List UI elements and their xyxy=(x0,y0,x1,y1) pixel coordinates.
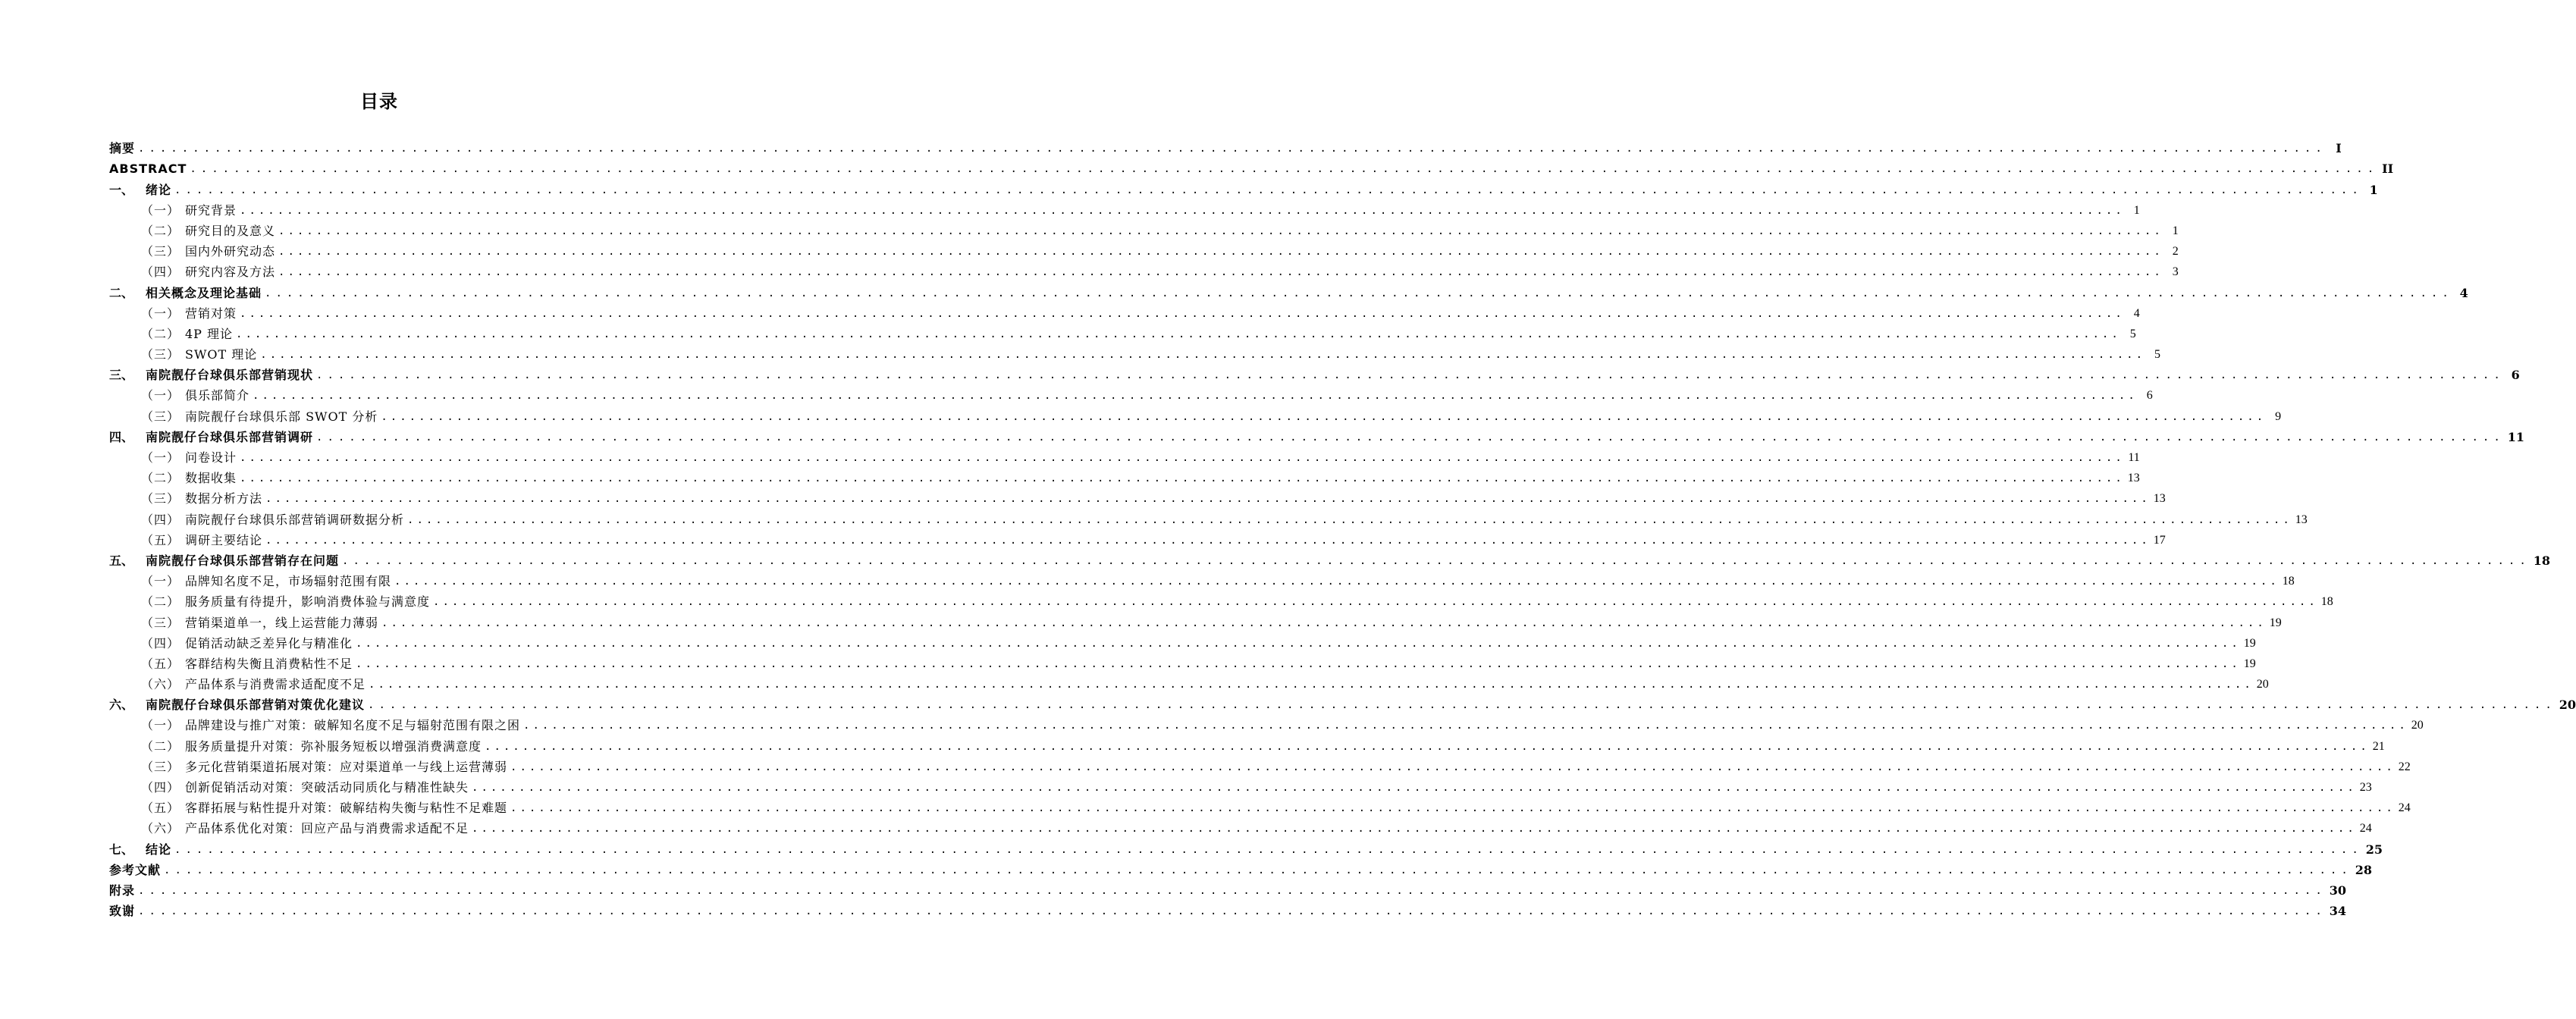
toc-entry-number: 七、 xyxy=(109,842,134,857)
toc-dot-leader: ........................................................................................................................................................................................................ xyxy=(394,575,2279,588)
toc-dot-leader: ........................................................................................................................................................................................................ xyxy=(265,287,2453,299)
toc-page-number: 9 xyxy=(2275,409,2282,423)
toc-entry-number: （六） xyxy=(141,677,180,692)
toc-dot-leader: ........................................................................................................................................................................................................ xyxy=(174,183,2363,196)
toc-entry-title: 4P 理论 xyxy=(185,326,234,341)
toc-page-number: 2 xyxy=(2172,245,2179,259)
toc-entry-title: 品牌建设与推广对策：破解知名度不足与辐射范围有限之困 xyxy=(185,718,521,733)
toc-chapter-entry[interactable] xyxy=(109,899,2347,920)
toc-entry-number: （五） xyxy=(141,656,180,671)
toc-page-number: 4 xyxy=(2133,306,2140,320)
toc-entry-number: （四） xyxy=(141,512,180,527)
toc-entry-title: 客群结构失衡且消费粘性不足 xyxy=(185,656,353,671)
toc-dot-leader: ........................................................................................................................................................................................................ xyxy=(369,679,2254,691)
toc-entry-title: SWOT 理论 xyxy=(185,347,258,362)
toc-page-number: 20 xyxy=(2559,698,2576,713)
toc-section-entry[interactable] xyxy=(109,817,2372,837)
toc-entry-title: 品牌知名度不足，市场辐射范围有限 xyxy=(185,574,392,589)
toc-dot-leader: ........................................................................................................................................................................................................ xyxy=(164,864,2352,876)
toc-page-number: 18 xyxy=(2320,595,2333,609)
toc-section-entry[interactable] xyxy=(109,322,2136,343)
toc-section-entry[interactable] xyxy=(109,507,2308,528)
page-title: 目录 xyxy=(360,91,398,112)
toc-chapter-entry[interactable] xyxy=(109,858,2373,879)
toc-page-number: 20 xyxy=(2411,719,2424,732)
toc-section-entry[interactable] xyxy=(109,343,2161,363)
toc-page-number: 11 xyxy=(2128,451,2140,464)
toc-page-number: 1 xyxy=(2133,203,2140,217)
toc-dot-leader: ........................................................................................................................................................................................................ xyxy=(485,740,2370,753)
toc-section-entry[interactable] xyxy=(109,632,2256,652)
toc-entry-number: （三） xyxy=(141,615,180,630)
toc-entry-title: 研究目的及意义 xyxy=(185,223,276,238)
toc-entry-number: （五） xyxy=(141,532,180,547)
toc-page-number: 18 xyxy=(2533,553,2551,568)
toc-section-entry[interactable] xyxy=(109,302,2140,322)
toc-entry-number: （二） xyxy=(141,223,180,238)
toc-page-number: 19 xyxy=(2243,657,2256,670)
toc-page-number: 5 xyxy=(2154,348,2161,362)
toc-entry-number: （一） xyxy=(141,388,180,403)
toc-entry-title: 创新促销活动对策：突破活动同质化与精准性缺失 xyxy=(185,780,469,795)
toc-entry-title: 摘要 xyxy=(109,141,136,156)
toc-page-number: 17 xyxy=(2153,533,2166,547)
toc-entry-title: 南院靓仔台球俱乐部营销存在问题 xyxy=(146,553,340,568)
toc-page-number: 28 xyxy=(2355,862,2373,877)
toc-dot-leader: ........................................................................................................................................................................................................ xyxy=(240,204,2125,217)
toc-dot-leader: ........................................................................................................................................................................................................ xyxy=(174,843,2363,856)
toc-chapter-entry[interactable] xyxy=(109,157,2394,177)
toc-entry-title: 俱乐部简介 xyxy=(185,388,250,403)
toc-entry-number: （六） xyxy=(141,821,180,836)
toc-page-number: 18 xyxy=(2282,575,2295,588)
toc-entry-number: （三） xyxy=(141,409,180,424)
toc-entry-title: 产品体系优化对策：回应产品与消费需求适配不足 xyxy=(185,821,469,836)
toc-dot-leader: ........................................................................................................................................................................................................ xyxy=(407,513,2292,526)
toc-section-entry[interactable] xyxy=(109,673,2269,693)
toc-dot-leader: ........................................................................................................................................................................................................ xyxy=(240,472,2125,485)
toc-entry-title: 服务质量提升对策：弥补服务短板以增强消费满意度 xyxy=(185,738,482,754)
toc-entry-number: （三） xyxy=(141,759,180,774)
toc-page-number: 13 xyxy=(2295,513,2308,526)
toc-dot-leader: ........................................................................................................................................................................................................ xyxy=(253,390,2138,403)
toc-section-entry[interactable] xyxy=(109,755,2411,776)
toc-entry-number: （二） xyxy=(141,471,180,486)
toc-entry-title: 南院靓仔台球俱乐部营销调研 xyxy=(146,429,314,444)
toc-page-number: 24 xyxy=(2398,801,2411,815)
toc-entry-number: 一、 xyxy=(109,182,134,197)
toc-entry-title: 产品体系与消费需求适配度不足 xyxy=(185,677,366,692)
toc-section-entry[interactable] xyxy=(109,713,2424,734)
toc-entry-number: 六、 xyxy=(109,698,134,713)
toc-entry-title: 国内外研究动态 xyxy=(185,244,276,259)
toc-page-number: 21 xyxy=(2372,739,2385,753)
toc-section-entry[interactable] xyxy=(109,466,2140,487)
toc-section-entry[interactable] xyxy=(109,569,2295,590)
toc-entry-number: （四） xyxy=(141,265,180,280)
toc-page-number: 11 xyxy=(2507,429,2525,444)
toc-page-number: 25 xyxy=(2365,842,2383,857)
toc-page-number: 20 xyxy=(2256,678,2269,691)
toc-dot-leader: ........................................................................................................................................................................................................ xyxy=(240,307,2125,320)
toc-dot-leader: ........................................................................................................................................................................................................ xyxy=(278,246,2163,259)
toc-section-entry[interactable] xyxy=(109,610,2282,631)
toc-page-number: 23 xyxy=(2359,781,2372,794)
table-of-contents xyxy=(109,136,2576,920)
toc-section-entry[interactable] xyxy=(109,384,2153,404)
toc-dot-leader: ........................................................................................................................................................................................................ xyxy=(368,699,2556,712)
toc-entry-number: （一） xyxy=(141,202,180,218)
toc-dot-leader: ........................................................................................................................................................................................................ xyxy=(278,266,2163,279)
toc-chapter-entry[interactable] xyxy=(109,837,2383,858)
toc-page-number: 1 xyxy=(2172,224,2179,237)
toc-entry-title: 相关概念及理论基础 xyxy=(146,285,262,300)
toc-entry-number: （二） xyxy=(141,738,180,754)
toc-dot-leader: ........................................................................................................................................................................................................ xyxy=(278,224,2163,237)
toc-entry-title: 研究背景 xyxy=(185,202,237,218)
toc-section-entry[interactable] xyxy=(109,404,2282,425)
toc-page-number: 19 xyxy=(2243,636,2256,650)
toc-entry-number: （一） xyxy=(141,306,180,321)
toc-entry-number: （一） xyxy=(141,450,180,465)
toc-entry-number: 五、 xyxy=(109,553,134,568)
toc-entry-number: （二） xyxy=(141,594,180,610)
toc-dot-leader: ........................................................................................................................................................................................................ xyxy=(356,657,2241,670)
toc-entry-title: 营销渠道单一，线上运营能力薄弱 xyxy=(185,615,379,630)
toc-entry-number: （三） xyxy=(141,347,180,362)
toc-page-number: 3 xyxy=(2172,265,2179,279)
toc-entry-number: （一） xyxy=(141,718,180,733)
toc-entry-number: （四） xyxy=(141,635,180,651)
toc-entry-title: 南院靓仔台球俱乐部营销对策优化建议 xyxy=(146,698,366,713)
toc-dot-leader: ........................................................................................................................................................................................................ xyxy=(260,349,2146,362)
toc-dot-leader: ........................................................................................................................................................................................................ xyxy=(265,493,2151,506)
toc-entry-title: 研究内容及方法 xyxy=(185,265,276,280)
toc-entry-title: 促销活动缺乏差异化与精准化 xyxy=(185,635,353,651)
toc-entry-title: 营销对策 xyxy=(185,306,237,321)
toc-page-number: 4 xyxy=(2459,285,2468,300)
toc-page-number: 34 xyxy=(2329,904,2347,919)
toc-dot-leader: ........................................................................................................................................................................................................ xyxy=(265,534,2151,547)
toc-dot-leader: ........................................................................................................................................................................................................ xyxy=(138,905,2327,918)
toc-entry-number: （二） xyxy=(141,326,180,341)
toc-entry-number: 三、 xyxy=(109,368,134,383)
toc-section-entry[interactable] xyxy=(109,734,2385,754)
toc-section-entry[interactable] xyxy=(109,199,2140,219)
toc-page-number: 5 xyxy=(2129,327,2136,340)
toc-dot-leader: ........................................................................................................................................................................................................ xyxy=(240,452,2125,464)
toc-chapter-entry[interactable] xyxy=(109,879,2347,899)
toc-entry-number: 二、 xyxy=(109,285,134,300)
toc-entry-title: 客群拓展与粘性提升对策：破解结构失衡与粘性不足难题 xyxy=(185,801,508,816)
toc-dot-leader: ........................................................................................................................................................................................................ xyxy=(356,637,2241,650)
toc-section-entry[interactable] xyxy=(109,528,2166,549)
toc-chapter-entry[interactable] xyxy=(109,549,2551,569)
toc-entry-title: 参考文献 xyxy=(109,862,162,877)
toc-dot-leader: ........................................................................................................................................................................................................ xyxy=(316,369,2505,382)
toc-entry-number: （三） xyxy=(141,491,180,506)
toc-entry-title: 南院靓仔台球俱乐部营销调研数据分析 xyxy=(185,512,405,527)
toc-section-entry[interactable] xyxy=(109,487,2166,507)
toc-dot-leader: ........................................................................................................................................................................................................ xyxy=(381,616,2267,629)
toc-chapter-entry[interactable] xyxy=(109,177,2378,198)
toc-entry-number: 四、 xyxy=(109,429,134,444)
toc-dot-leader: ........................................................................................................................................................................................................ xyxy=(433,596,2318,609)
toc-chapter-entry[interactable] xyxy=(109,363,2520,384)
toc-page-number: 30 xyxy=(2329,883,2347,898)
toc-entry-title: 附录 xyxy=(109,883,136,898)
toc-dot-leader: ........................................................................................................................................................................................................ xyxy=(472,823,2357,836)
toc-entry-number: （一） xyxy=(141,574,180,589)
toc-entry-title: 数据分析方法 xyxy=(185,491,263,506)
toc-page-number: 1 xyxy=(2369,182,2378,197)
toc-page-number: 13 xyxy=(2153,492,2166,506)
toc-entry-title: 南院靓仔台球俱乐部 SWOT 分析 xyxy=(185,409,378,424)
toc-entry-title: 数据收集 xyxy=(185,471,237,486)
toc-section-entry[interactable] xyxy=(109,590,2333,610)
toc-page-number: 24 xyxy=(2359,822,2372,836)
toc-page-number: 13 xyxy=(2127,472,2140,485)
toc-section-entry[interactable] xyxy=(109,796,2411,817)
toc-dot-leader: ........................................................................................................................................................................................................ xyxy=(510,802,2396,815)
toc-page-number: 19 xyxy=(2269,616,2282,629)
toc-entry-title: 南院靓仔台球俱乐部营销现状 xyxy=(146,368,314,383)
toc-dot-leader: ........................................................................................................................................................................................................ xyxy=(342,554,2531,567)
toc-section-entry[interactable] xyxy=(109,652,2256,673)
toc-page-number: 6 xyxy=(2146,389,2153,403)
toc-entry-title: 致谢 xyxy=(109,904,136,919)
toc-chapter-entry[interactable] xyxy=(109,136,2342,157)
toc-page-number: I xyxy=(2336,141,2342,156)
toc-section-entry[interactable] xyxy=(109,260,2179,281)
toc-dot-leader: ........................................................................................................................................................................................................ xyxy=(190,163,2379,176)
toc-dot-leader: ........................................................................................................................................................................................................ xyxy=(236,328,2121,340)
toc-dot-leader: ........................................................................................................................................................................................................ xyxy=(523,720,2408,732)
toc-dot-leader: ........................................................................................................................................................................................................ xyxy=(138,143,2327,155)
toc-page-number: 22 xyxy=(2398,760,2411,773)
toc-page-number: 6 xyxy=(2511,368,2520,383)
toc-section-entry[interactable] xyxy=(109,219,2179,240)
toc-chapter-entry[interactable] xyxy=(109,693,2576,713)
toc-entry-title: ABSTRACT xyxy=(109,161,187,177)
toc-entry-title: 问卷设计 xyxy=(185,450,237,465)
toc-entry-number: （三） xyxy=(141,244,180,259)
toc-section-entry[interactable] xyxy=(109,776,2372,796)
toc-section-entry[interactable] xyxy=(109,240,2179,260)
toc-chapter-entry[interactable] xyxy=(109,425,2525,446)
toc-dot-leader: ........................................................................................................................................................................................................ xyxy=(381,410,2267,423)
toc-entry-title: 服务质量有待提升，影响消费体验与满意度 xyxy=(185,594,431,610)
toc-dot-leader: ........................................................................................................................................................................................................ xyxy=(138,884,2327,897)
toc-entry-title: 调研主要结论 xyxy=(185,532,263,547)
toc-section-entry[interactable] xyxy=(109,446,2140,466)
toc-chapter-entry[interactable] xyxy=(109,281,2468,301)
toc-page-number: II xyxy=(2382,161,2394,177)
toc-dot-leader: ........................................................................................................................................................................................................ xyxy=(510,760,2396,773)
toc-entry-title: 结论 xyxy=(146,842,172,857)
toc-entry-title: 多元化营销渠道拓展对策：应对渠道单一与线上运营薄弱 xyxy=(185,759,508,774)
toc-entry-title: 绪论 xyxy=(146,182,172,197)
toc-dot-leader: ........................................................................................................................................................................................................ xyxy=(316,431,2505,444)
toc-entry-number: （五） xyxy=(141,801,180,816)
toc-dot-leader: ........................................................................................................................................................................................................ xyxy=(472,782,2357,794)
toc-entry-number: （四） xyxy=(141,780,180,795)
